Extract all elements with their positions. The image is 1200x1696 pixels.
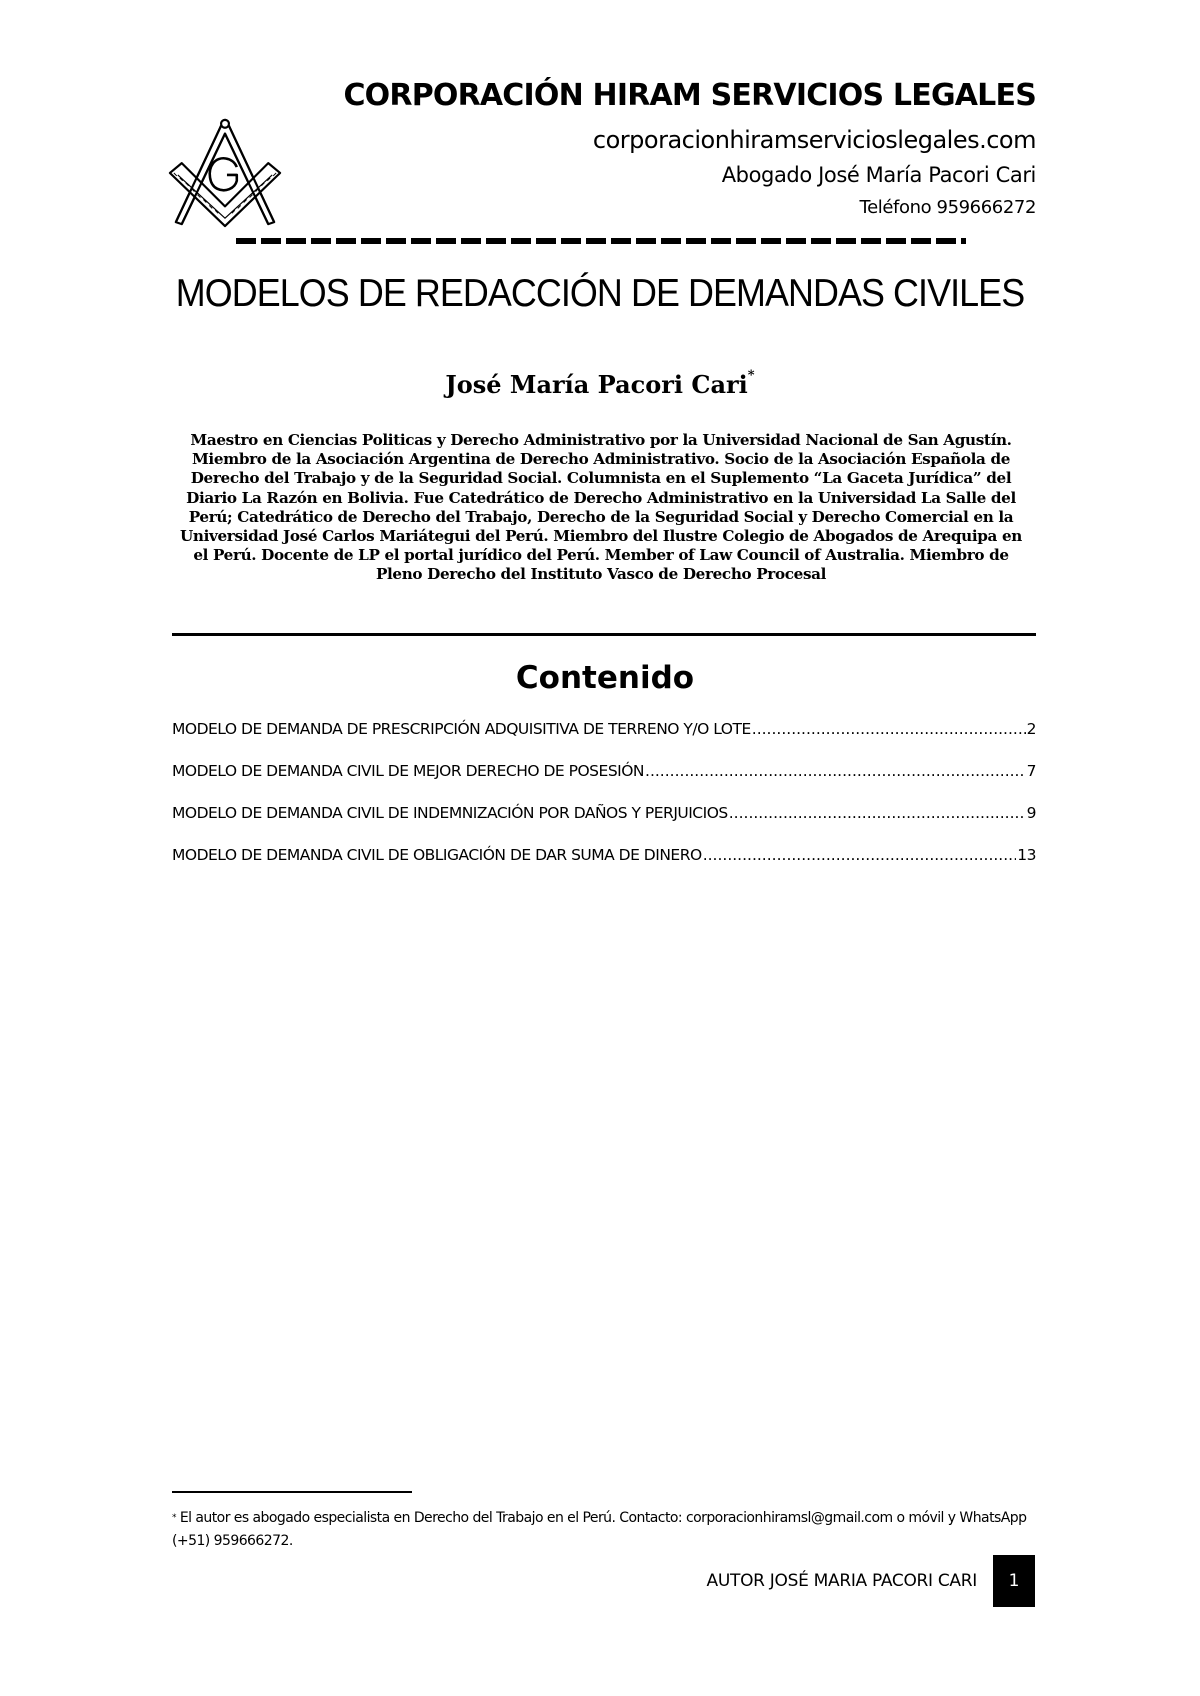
toc-dot-leader bbox=[752, 720, 1026, 738]
phone-number: Teléfono 959666272 bbox=[859, 197, 1036, 218]
toc-entry[interactable] bbox=[172, 762, 1036, 804]
author-name-text: José María Pacori Cari bbox=[445, 370, 748, 399]
toc-dot-leader bbox=[729, 804, 1026, 822]
page-number: 1 bbox=[993, 1555, 1035, 1607]
dashed-divider bbox=[236, 238, 966, 244]
footnote-separator bbox=[172, 1491, 412, 1493]
toc-entry-page: 2 bbox=[1026, 720, 1036, 738]
horizontal-rule bbox=[172, 633, 1036, 636]
footnote-marker: * bbox=[172, 1513, 176, 1523]
table-of-contents bbox=[172, 720, 1036, 888]
toc-heading: Contenido bbox=[515, 660, 695, 696]
footnote-text: El autor es abogado especialista en Derecho del Trabajo en el Perú. Contacto: corporacionhiramsl@gmail.com o móvil y WhatsApp (+51) 959666272. bbox=[172, 1510, 1027, 1549]
lawyer-name: Abogado José María Pacori Cari bbox=[721, 163, 1036, 187]
author-bio: Maestro en Ciencias Politicas y Derecho Administrativo por la Universidad Nacional de San Agustín. Miembro de la Asociación Argentina de Derecho Administrativo. Socio de la Asociación Española de Derecho del Trabajo y de la Seguridad Social. Columnista en el Suplemento “La Gaceta Jurídica” del Diario La Razón en Bolivia. Fue Catedrático de Derecho Administrativo en la Universidad La Salle del Perú; Catedrático de Derecho del Trabajo, Derecho de la Seguridad Social y Derecho Comercial en la Universidad José Carlos Mariátegui del Perú. Miembro del Ilustre Colegio de Abogados de Arequipa en el Perú. Docente de LP el portal jurídico del Perú. Member of Law Council of Australia. Miembro de Pleno Derecho del Instituto Vasco de Derecho Procesal bbox=[180, 431, 1022, 584]
toc-entry-page: 7 bbox=[1026, 762, 1036, 780]
company-name: CORPORACIÓN HIRAM SERVICIOS LEGALES bbox=[343, 78, 1036, 113]
author-name bbox=[0, 370, 1200, 399]
square-and-compass-icon bbox=[166, 112, 284, 230]
footer-author: AUTOR JOSÉ MARIA PACORI CARI bbox=[706, 1571, 977, 1591]
toc-entry[interactable] bbox=[172, 804, 1036, 846]
toc-entry[interactable] bbox=[172, 720, 1036, 762]
toc-entry-label: MODELO DE DEMANDA CIVIL DE OBLIGACIÓN DE DAR SUMA DE DINERO bbox=[172, 846, 702, 864]
toc-entry-page: 13 bbox=[1017, 846, 1036, 864]
document-title: MODELOS DE REDACCIÓN DE DEMANDAS CIVILES bbox=[175, 272, 1025, 315]
toc-entry-label: MODELO DE DEMANDA DE PRESCRIPCIÓN ADQUISITIVA DE TERRENO Y/O LOTE bbox=[172, 720, 751, 738]
page-footer bbox=[707, 1555, 1035, 1607]
company-website: corporacionhiramservicioslegales.com bbox=[592, 126, 1036, 154]
toc-entry-label: MODELO DE DEMANDA CIVIL DE MEJOR DERECHO DE POSESIÓN bbox=[172, 762, 645, 780]
author-footnote-marker[interactable]: * bbox=[747, 368, 755, 383]
footnote bbox=[172, 1507, 1038, 1553]
toc-dot-leader bbox=[703, 846, 1017, 864]
toc-entry-label: MODELO DE DEMANDA CIVIL DE INDEMNIZACIÓN POR DAÑOS Y PERJUICIOS bbox=[172, 804, 728, 822]
toc-dot-leader bbox=[645, 762, 1026, 780]
toc-entry[interactable] bbox=[172, 846, 1036, 888]
toc-entry-page: 9 bbox=[1026, 804, 1036, 822]
